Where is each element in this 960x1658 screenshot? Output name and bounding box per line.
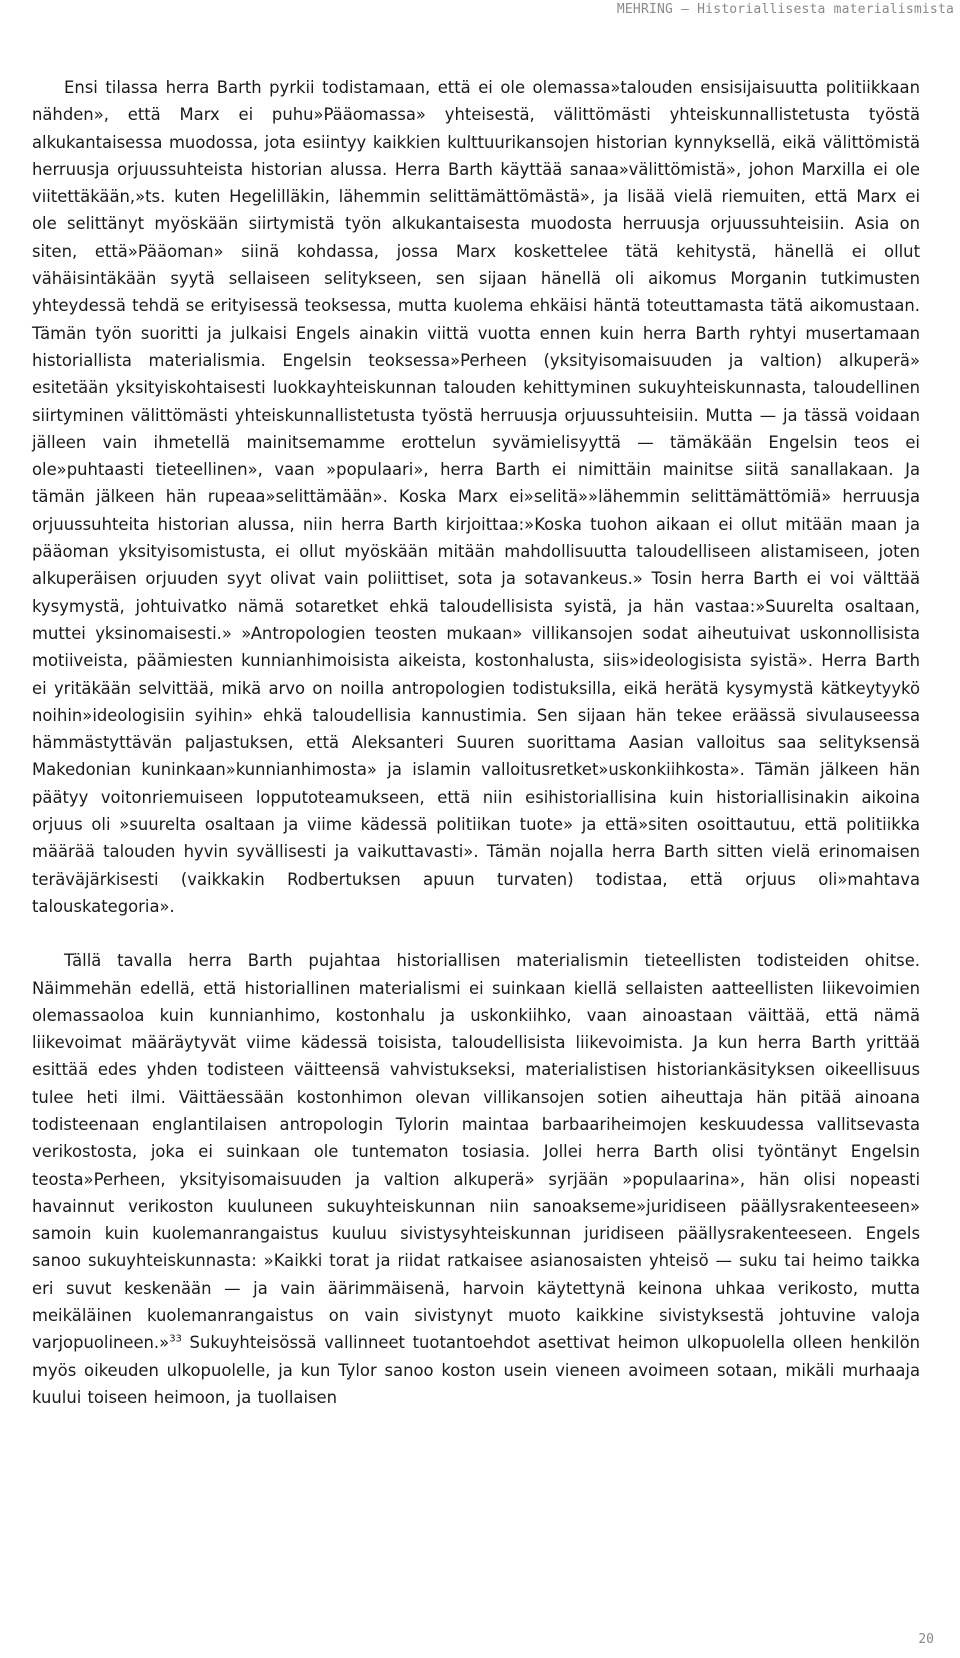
page-number: 20 xyxy=(918,1632,934,1647)
footnote-reference[interactable]: 33 xyxy=(169,1333,182,1345)
paragraph-2 xyxy=(0,947,920,1411)
paragraph-2-continuation: Sukuyhteisössä vallinneet tuotantoehdot asettivat heimon ulkopuolella olleen henkilön myös oikeuden ulkopuolelle, ja kun Tylor sanoo koston usein vieneen avoimeen sotaan, mikäli murhaaja kuului toiseen heimoon, ja tuollaisen xyxy=(32,1333,920,1407)
paragraph-2-text: Tällä tavalla herra Barth pujahtaa historiallisen materialismin tieteellisten todisteiden ohitse. Näimmehän edellä, että historiallinen materialismi ei suinkaan kiellä sellaisten aatteellisten liikevoimien olemassaoloa kuin kunnianhimo, kostonhalu ja uskonkiihko, vaan ainoastaan väittää, että nämä liikevoimat määräytyvät viime kädessä toisista, taloudellisista liikevoimista. Ja kun herra Barth yrittää esittää edes yhden todisteen väitteensä vahvistukseksi, materialistisen historiankäsityksen oikeellisuus tulee heti ilmi. Väittäessään kostonhimon olevan villikansojen sotien aiheuttaja hän pitää ainoana todisteenaan englantilaisen antropologin Tylorin maintaa barbaariheimojen keskuudessa vallitsevasta verikostosta, joka ei suinkaan ole tuntematon tosiasia. Jollei herra Barth olisi työntänyt Engelsin teosta»Perheen, yksityisomaisuuden ja valtion alkuperä» syrjään »populaarina», hän olisi nopeasti havainnut verikoston kuuluneen sukuyhteiskunnan niin sanoakseme»juridiseen päällysrakenteeseen» samoin kuin kuolemanrangaistus kuuluu sivistysyhteiskunnan juridiseen päällysrakenteeseen. Engels sanoo sukuyhteiskunnasta: »Kaikki torat ja riidat ratkaisee asianosaisten yhteisö — suku tai heimo taikka eri suvut keskenään — ja vain äärimmäisenä, harvoin käytettynä keinona uhkaa verikosto, mutta meikäläinen kuolemanrangaistus on vain sivistynyt muoto kaikkine sivistyksestä johtuvine valoja varjopuolineen.» xyxy=(32,951,920,1353)
paragraph-1 xyxy=(0,74,920,920)
paragraph-1-text: Ensi tilassa herra Barth pyrkii todistamaan, että ei ole olemassa»talouden ensisijaisuutta politiikkaan nähden», että Marx ei puhu»Pääomassa» yhteisestä, välittömästi yhteiskunnallistetusta työstä alkukantaisessa muodossa, jota esiintyy kaikkien kulttuurikansojen historian kynnyksellä, eikä välittömistä herruusja orjuussuhteista historian alussa. Herra Barth käyttää sanaa»välittömistä», johon Marxilla ei ole viitettäkään,»ts. kuten Hegelilläkin, lähemmin selittämättömästä», ja lisää vielä riemuiten, että Marx ei ole selittänyt myöskään siirtymistä työn alkukantaisesta muodosta herruusja orjuussuhteisiin. Asia on siten, että»Pääoman» siinä kohdassa, jossa Marx koskettelee tätä kehitystä, hänellä ei ollut vähäisintäkään syytä sellaiseen selitykseen, sen sijaan hänellä oli aikomus Morganin tutkimusten yhteydessä tehdä se erityisessä teoksessa, mutta kuolema ehkäisi häntä toteuttamasta tätä aikomustaan. Tämän työn suoritti ja julkaisi Engels ainakin viittä vuotta ennen kuin herra Barth ryhtyi musertamaan historiallista materialismia. Engelsin teoksessa»Perheen (yksityisomaisuuden ja valtion) alkuperä» esitetään yksityiskohtaisesti luokkayhteiskunnan talouden kehittyminen sukuyhteiskunnasta, taloudellinen siirtyminen välittömästi yhteiskunnallistetusta työstä herruusja orjuussuhteisiin. Mutta — ja tässä voidaan jälleen vain ihmetellä mainitsemamme erottelun syvämielisyyttä — tämäkään Engelsin teos ei ole»puhtaasti tieteellinen», vaan »populaari», herra Barth ei nimittäin mainitse siitä sanallakaan. Ja tämän jälkeen hän rupeaa»selittämään». Koska Marx ei»selitä»»lähemmin selittämättömiä» herruusja orjuussuhteita historian alussa, niin herra Barth kirjoittaa:»Koska tuohon aikaan ei ollut mitään maan ja pääoman yksityisomistusta, ei ollut myöskään mitään mahdollisuutta taloudelliseen alistamiseen, joten alkuperäisen orjuuden syyt olivat vain poliittiset, sota ja sotavankeus.» Tosin herra Barth ei voi välttää kysymystä, johtuivatko nämä sotaretket ehkä taloudellisista syistä, ja hän vastaa:»Suurelta osaltaan, muttei yksinomaisesti.» »Antropologien teosten mukaan» villikansojen sodat aiheutuivat uskonnollisista motiiveista, päämiesten kunnianhimoisista aikeista, kostonhalusta, siis»ideologisista syistä». Herra Barth ei yritäkään selvittää, mikä arvo on noilla antropologien todistuksilla, eikä herätä kysymystä kätkeytyykö noihin»ideologisiin syihin» ehkä taloudellisia kannustimia. Sen sijaan hän tekee eräässä sivulauseessa hämmästyttävän paljastuksen, että Aleksanteri Suuren suorittama Aasian valloitus saa selityksensä Makedonian kuninkaan»kunnianhimosta» ja islamin valloitusretket»uskonkiihkosta». Tämän jälkeen hän päätyy voitonriemuiseen lopputoteamukseen, että niin esihistoriallisina kuin historiallisinakin aikoina orjuus oli »suurelta osaltaan ja viime kädessä politiikan tuote» ja että»siten osoittautuu, että politiikka määrää talouden hyvin syvällisesti ja vaikuttavasti». Tämän nojalla herra Barth sitten vielä erinomaisen teräväjärkisesti (vaikkakin Rodbertuksen apuun turvaten) todistaa, että orjuus oli»mahtava talouskategoria». xyxy=(32,78,920,916)
running-header: MEHRING – Historiallisesta materialismista xyxy=(616,2,954,17)
document-body xyxy=(0,74,920,1411)
